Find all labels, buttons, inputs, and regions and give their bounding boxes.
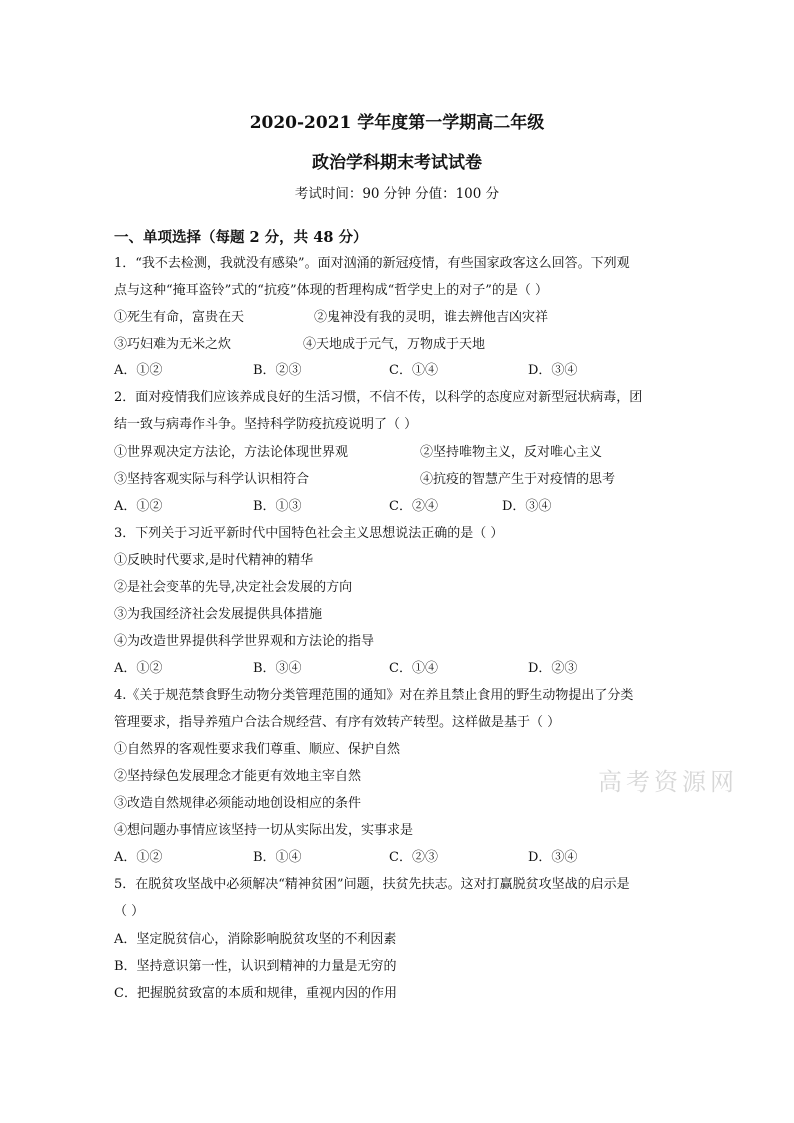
statement-item: ③改造自然规律必须能动地创设相应的条件 — [114, 796, 362, 811]
statement-item: ④想问题办事情应该坚持一切从实际出发，实事求是 — [114, 823, 414, 838]
statement-item: ①自然界的客观性要求我们尊重、顺应、保护自然 — [114, 742, 401, 757]
answer-choice: B．②③ — [253, 363, 302, 378]
statement-item: ②坚持唯物主义，反对唯心主义 — [420, 445, 603, 460]
question-text: 4.《关于规范禁食野生动物分类管理范围的通知》对在养且禁止食用的野生动物提出了分类 — [114, 688, 634, 703]
answer-choice: C．②③ — [389, 850, 438, 865]
question-text: 5．在脱贫攻坚战中必须解决“精神贫困”问题，扶贫先扶志。这对打赢脱贫攻坚战的启示是 — [114, 877, 630, 892]
statement-item: ④天地成于元气，万物成于天地 — [303, 337, 486, 352]
statement-item: ③为我国经济社会发展提供具体措施 — [114, 607, 323, 622]
answer-choice: C．①④ — [389, 363, 438, 378]
section-heading: 一、单项选择（每题 2 分，共 48 分） — [114, 229, 368, 246]
answer-choice: C．②④ — [389, 499, 438, 514]
question-text: 点与这种“掩耳盗铃”式的“抗疫”体现的哲理构成“哲学史上的对子”的是（ ） — [114, 283, 549, 298]
answer-choice: A．①② — [114, 363, 163, 378]
statement-item: ②鬼神没有我的灵明，谁去辨他吉凶灾祥 — [314, 310, 549, 325]
answer-choice: D．②③ — [528, 661, 578, 676]
answer-choice: B．①③ — [253, 499, 302, 514]
question-text: 结一致与病毒作斗争。坚持科学防疫抗疫说明了（ ） — [114, 417, 418, 432]
answer-choice: D．③④ — [528, 363, 578, 378]
statement-item: ②是社会变革的先导,决定社会发展的方向 — [114, 580, 353, 595]
answer-choice: A．①② — [114, 499, 163, 514]
watermark: 高考资源网 — [598, 768, 738, 796]
statement-item: ④为改造世界提供科学世界观和方法论的指导 — [114, 634, 375, 649]
question-text: 管理要求，指导养殖户合法合规经营、有序有效转产转型。这样做是基于（ ） — [114, 715, 561, 730]
question-text: 2．面对疫情我们应该养成良好的生活习惯，不信不传，以科学的态度应对新型冠状病毒，团 — [114, 390, 643, 405]
statement-item: ①反映时代要求,是时代精神的精华 — [114, 553, 314, 568]
question-text: 3．下列关于习近平新时代中国特色社会主义思想说法正确的是（ ） — [114, 526, 504, 541]
answer-option: C．把握脱贫致富的本质和规律，重视内因的作用 — [114, 986, 397, 1001]
answer-choice: B．③④ — [253, 661, 302, 676]
answer-option: A．坚定脱贫信心，消除影响脱贫攻坚的不利因素 — [114, 932, 397, 947]
statement-item: ②坚持绿色发展理念才能更有效地主宰自然 — [114, 769, 362, 784]
statement-item: ③巧妇难为无米之炊 — [114, 337, 232, 352]
answer-choice: D．③④ — [528, 850, 578, 865]
answer-choice: A．①② — [114, 850, 163, 865]
answer-option: B．坚持意识第一性，认识到精神的力量是无穷的 — [114, 959, 397, 974]
question-text: 1．“我不去检测，我就没有感染”。面对汹涌的新冠疫情，有些国家政客这么回答。下列观 — [114, 256, 630, 271]
statement-item: ①死生有命，富贵在天 — [114, 310, 245, 325]
statement-item: ④抗疫的智慧产生于对疫情的思考 — [420, 472, 616, 487]
exam-subtitle: 政治学科期末考试试卷 — [312, 153, 482, 173]
answer-choice: A．①② — [114, 661, 163, 676]
answer-choice: C．①④ — [389, 661, 438, 676]
exam-title: 2020-2021 学年度第一学期高二年级 — [249, 113, 545, 133]
question-text: （ ） — [114, 904, 145, 919]
exam-meta: 考试时间：90 分钟 分值：100 分 — [294, 186, 500, 202]
answer-choice: D．③④ — [502, 499, 552, 514]
statement-item: ①世界观决定方法论，方法论体现世界观 — [114, 445, 349, 460]
statement-item: ③坚持客观实际与科学认识相符合 — [114, 472, 310, 487]
answer-choice: B．①④ — [253, 850, 302, 865]
